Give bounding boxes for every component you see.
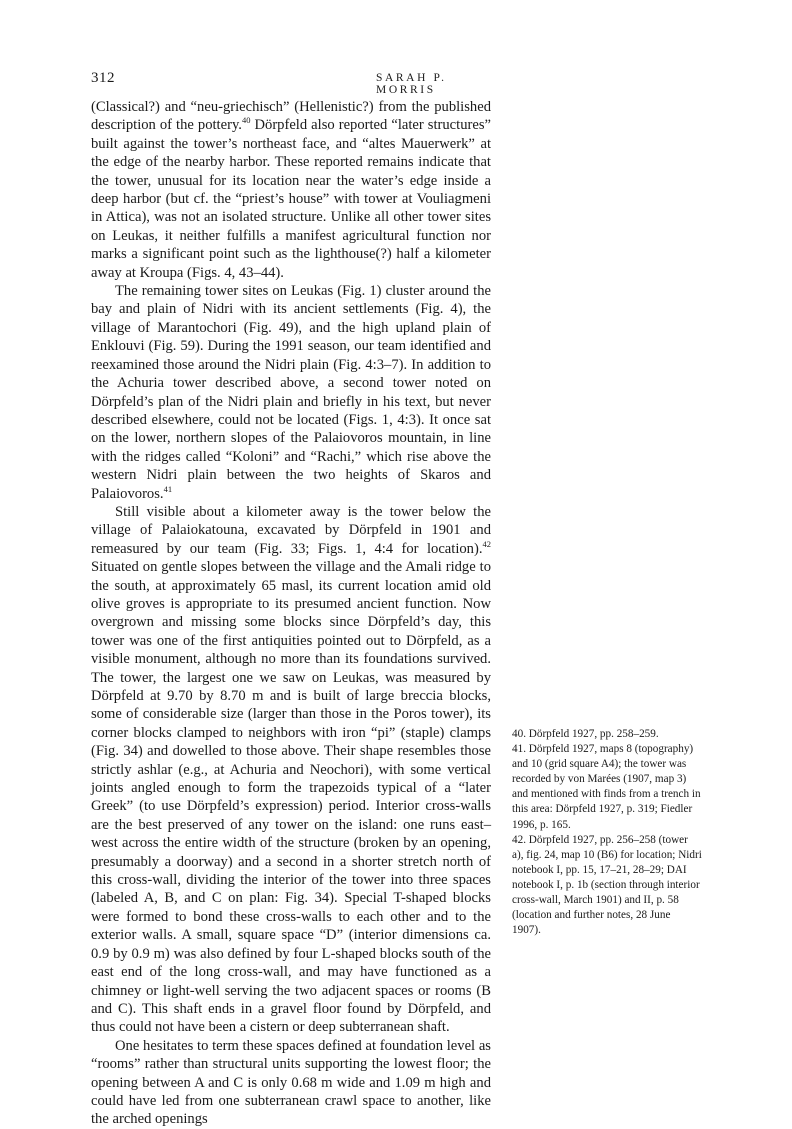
footnote-ref: 42 — [482, 538, 491, 549]
footnotes — [512, 727, 702, 938]
page-number: 312 — [91, 70, 115, 86]
footnote — [512, 742, 702, 833]
footnote-text: Dörpfeld 1927, pp. 258–259. — [528, 728, 659, 740]
paragraph: The remaining tower sites on Leukas (Fig. 1) cluster around the bay and plain of Nidri with its ancient settlements (Fig. 4), the village of Marantochori (Fig. 49), and the high upland plain of Enklouvi (Fig. 59). During the 1991 season, our team identified and reexamined those around the Nidri plain (Fig. 4:3–7). In addition to the Achuria tower described above, a second tower noted on Dörpfeld’s plan of the Nidri plain and briefly in his text, but never described elsewhere, could not be located (Figs. 1, 4:3). It once sat on the lower, northern slopes of the Palaiovoros mountain, in line with the ridges called “Koloni” and “Rachi,” which rise above the western Nidri plain between the two heights of Skaros and Palaiovoros.$^{41}$ — [91, 283, 491, 502]
footnote-number: 42. — [512, 833, 526, 846]
footnote-number: 41. — [512, 743, 526, 756]
running-head — [91, 70, 491, 96]
footnote-text: Dörpfeld 1927, pp. 256–258 (tower a), fig. 24, map 10 (B6) for location; Nidri notebook I, pp. 15, 17–21, 28–29; DAI notebook I, p. 1b (section through interior cross-wall, March 1901) and II, p. 58 (location and further notes, 28 June 1907). — [512, 833, 702, 937]
footnote — [512, 727, 702, 742]
main-text — [91, 98, 491, 1129]
paragraph: One hesitates to term these spaces defined at foundation level as “rooms” rather than structural units supporting the lowest floor; the opening between A and C is only 0.68 m wide and 1.09 m high and could have led from one subterranean crawl space to another, like the arched openings — [91, 1037, 491, 1128]
paragraph: Still visible about a kilometer away is the tower below the village of Palaiokatouna, excavated by Dörpfeld in 1901 and remeasured by our team (Fig. 33; Figs. 1, 4:4 for location).$^{42}$ Situated on gentle slopes between the village and the Amali ridge to the south, at approximately 65 masl, its current location amid old olive groves is appropriate to its presumed ancient function. Now overgrown and missing some blocks since Dörpfeld’s day, this tower was one of the first antiquities pointed out to Dörpfeld, as a visible monument, although no more than its foundations survived. The tower, the largest one we saw on Leukas, was measured by Dörpfeld at 9.70 by 8.70 m and is built of large breccia blocks, some of considerable size (larger than those in the Poros tower), its corner blocks clamped to neighbors with iron “pi” (staple) clamps (Fig. 34) and dowelled to those above. Their shape resembles those strictly ashlar (e.g., at Achuria and Neochori), with some vertical joints angled enough to form the trapezoids typical of a “later Greek” (to use Dörpfeld’s expression) period. Interior cross-walls are the best preserved of any tower on the island: one runs east–west across the entire width of the structure (broken by an opening, presumably a doorway) and a second in a shorter stretch north of this cross-wall, dividing the interior of the tower into three spaces (labeled A, B, and C on plan: Fig. 34). Special T-shaped blocks were formed to bond these cross-walls to each other and to the exterior walls. A small, square space “D” (interior dimensions ca. 0.9 by 0.9 m) was also defined by four L-shaped blocks south of the east end of the long cross-wall, and may have functioned as a chimney or light-well serving the two adjacent spaces or rooms (B and C). This shaft ends in a gravel floor found by Dörpfeld, and thus could not have been a cistern or deep subterranean shaft. — [91, 503, 491, 1036]
footnote-number: 40. — [512, 728, 526, 740]
paragraph: (Classical?) and “neu-griechisch” (Hellenistic?) from the published description of the pottery.$^{40}$ Dörpfeld also reported “later structures” built against the tower’s northeast face, and “altes Mauerwerk” at the edge of the nearby harbor. These reported remains indicate that the tower, unusual for its location near the water’s edge inside a deep harbor (but cf. the “priest’s house” with tower at Vouliagmeni in Attica), was not an isolated structure. Unlike all other tower sites on Leukas, it neither fulfills a manifest agricultural function nor marks a significant point such as the lighthouse(?) half a kilometer away at Kroupa (Figs. 4, 43–44). — [91, 99, 491, 281]
footnote-ref: 41 — [163, 483, 173, 494]
running-head-author: SARAH P. MORRIS — [376, 72, 447, 96]
footnote-ref: 40 — [241, 115, 251, 126]
footnote-text: Dörpfeld 1927, maps 8 (topography) and 10 (grid square A4); the tower was recorded by von Marées (1907, map 3) and mentioned with finds from a trench in this area: Dörpfeld 1927, p. 319; Fiedler 1996, p. 165. — [512, 743, 701, 831]
footnote — [512, 833, 702, 939]
